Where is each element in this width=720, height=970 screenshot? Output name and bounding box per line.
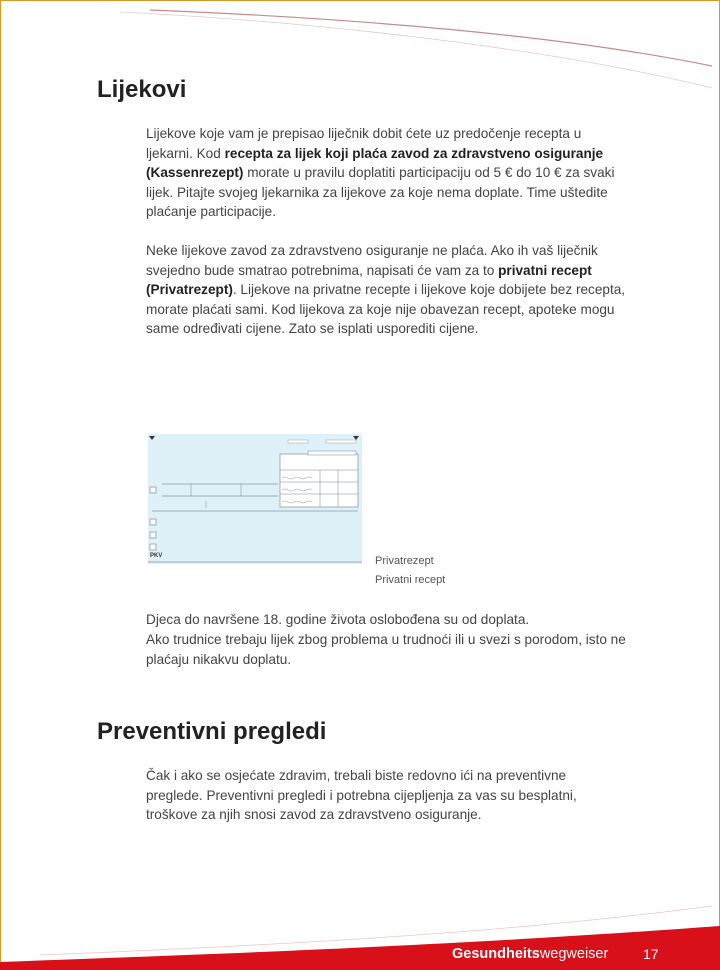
- prescription-form-lines: [148, 434, 362, 564]
- prescription-form-image: [148, 434, 362, 564]
- prescription-form-tag: PKV: [150, 553, 163, 559]
- paragraph-kassenrezept: Lijekove koje vam je prepisao liječnik dobit ćete uz predočenje recepta u ljekarni. Kod recepta za lijek koji plaća zavod za zdravstveno osiguranje (Kassenrezept) morate u pravilu doplatiti participaciju od 5 € do 10 € za svaki lijek. Pitajte svojeg ljekarnika za lijekove za koje nema doplate. Time uštedite plaćanje participacije.: [146, 126, 615, 220]
- section-title-lijekovi: Lijekovi: [97, 76, 187, 103]
- footer-brand-bold: Gesundheits: [452, 946, 540, 962]
- footer-brand-regular: wegweiser: [539, 946, 609, 962]
- caption-privatrezept: Privatrezept: [375, 555, 434, 567]
- section-title-preventivni: Preventivni pregledi: [97, 718, 327, 745]
- paragraph-children-exemption: Djeca do navršene 18. godine života oslobođena su od doplata.: [146, 612, 530, 627]
- paragraph-pregnancy-exemption: Ako trudnice trebaju lijek zbog problema u trudnoći ili u svezi s porodom, isto ne plaćaju nikakvu doplatu.: [146, 632, 626, 667]
- footer-red-band: [0, 926, 720, 970]
- caption-privatni-recept: Privatni recept: [375, 574, 446, 586]
- top-curve-line: [150, 10, 712, 66]
- paragraph-privatrezept: Neke lijekove zavod za zdravstveno osiguranje ne plaća. Ako ih vaš liječnik svejedno bude smatrao potrebnima, napisati će vam za to privatni recept (Privatrezept). Lijekove na privatne recepte i lijekove koje dobijete bez recepta, morate plaćati sami. Kod lijekova za koje nije obavezan recept, apoteke mogu same određivati cijene. Zato se isplati usporediti cijene.: [146, 243, 626, 337]
- page-number: 17: [643, 946, 659, 962]
- footer-brand: [452, 946, 608, 962]
- paragraph-preventive-checkups: Čak i ako se osjećate zdravim, trebali biste redovno ići na preventivne preglede. Preventivni pregledi i potrebna cijepljenja za vas su besplatni, troškove za njih snosi zavod za zdravstveno osiguranje.: [146, 768, 577, 823]
